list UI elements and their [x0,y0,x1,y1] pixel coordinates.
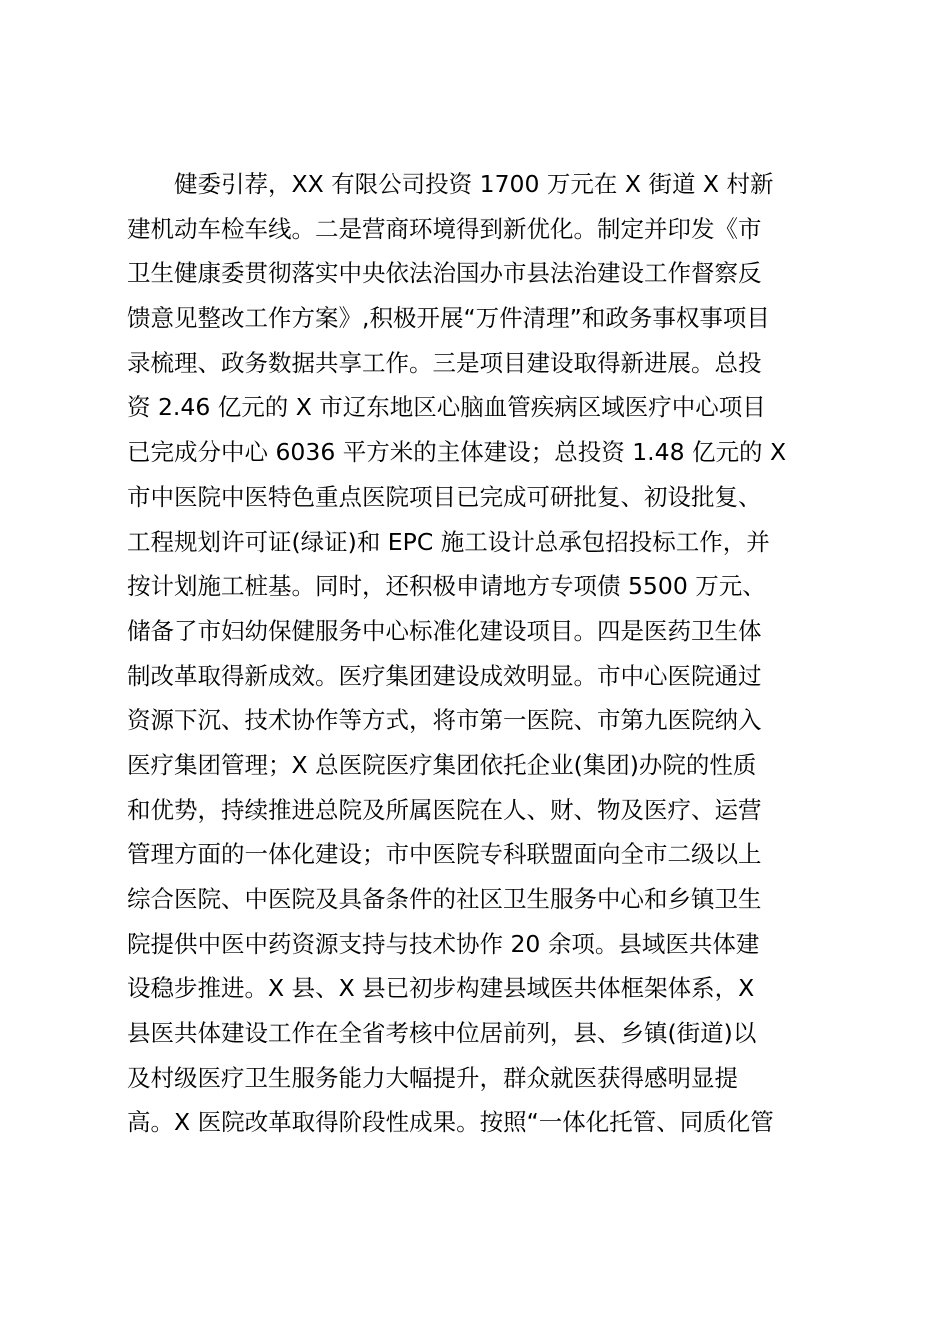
body-paragraph [127,162,827,1145]
text-line: 县医共体建设工作在全省考核中位居前列，县、乡镇(街道)以 [127,1019,757,1048]
text-line: 设稳步推进。X 县、X 县已初步构建县域医共体框架体系，X [127,974,755,1003]
text-line: 综合医院、中医院及具备条件的社区卫生服务中心和乡镇卫生 [127,885,762,913]
text-line: 高。X 医院改革取得阶段性成果。按照“一体化托管、同质化管 [127,1108,774,1137]
text-line: 录梳理、政务数据共享工作。三是项目建设取得新进展。总投 [127,348,762,377]
text-line: 馈意见整改工作方案》,积极开展“万件清理”和政务事权事项目 [127,304,770,333]
text-line: 制改革取得新成效。医疗集团建设成效明显。市中心医院通过 [127,661,762,690]
text-line: 院提供中医中药资源支持与技术协作 20 余项。县域医共体建 [127,929,760,958]
text-line: 资 2.46 亿元的 X 市辽东地区心脑血管疾病区域医疗中心项目 [127,393,766,422]
text-line: 按计划施工桩基。同时，还积极申请地方专项债 5500 万元、 [127,572,766,601]
text-line: 和优势，持续推进总院及所属医院在人、财、物及医疗、运营 [127,795,762,824]
text-line: 健委引荐，XX 有限公司投资 1700 万元在 X 街道 X 村新 [174,170,774,198]
text-line: 建机动车检车线。二是营商环境得到新优化。制定并印发《市 [127,214,762,243]
text-line: 工程规划许可证(绿证)和 EPC 施工设计总承包招投标工作，并 [127,527,770,556]
text-line: 管理方面的一体化建设；市中医院专科联盟面向全市二级以上 [127,840,762,869]
text-line: 卫生健康委贯彻落实中央依法治国办市县法治建设工作督察反 [127,259,762,288]
text-line: 市中医院中医特色重点医院项目已完成可研批复、初设批复、 [127,482,762,511]
text-line: 已完成分中心 6036 平方米的主体建设；总投资 1.48 亿元的 X [127,438,787,467]
text-line: 储备了市妇幼保健服务中心标准化建设项目。四是医药卫生体 [127,616,762,645]
text-line: 及村级医疗卫生服务能力大幅提升，群众就医获得感明显提 [127,1063,738,1092]
text-line: 医疗集团管理；X 总医院医疗集团依托企业(集团)办院的性质 [127,750,757,779]
text-line: 资源下沉、技术协作等方式，将市第一医院、市第九医院纳入 [127,706,762,735]
